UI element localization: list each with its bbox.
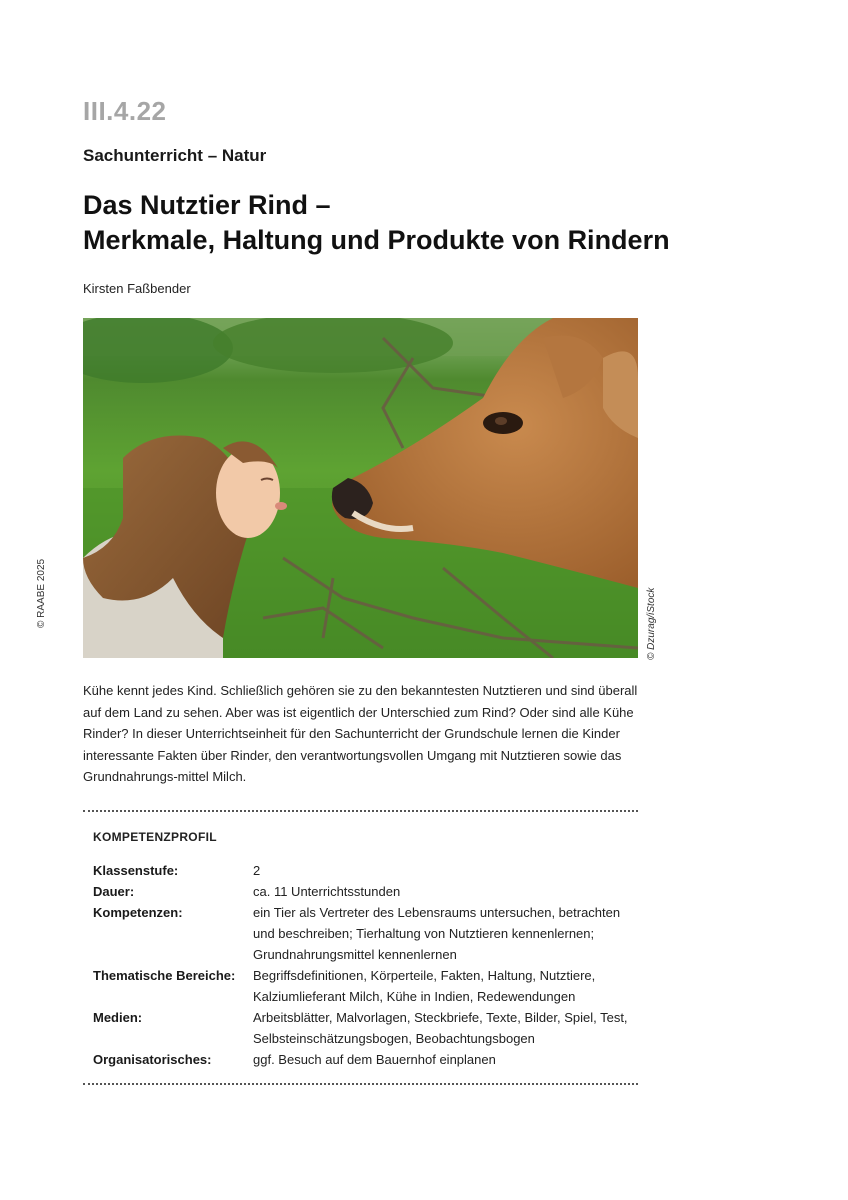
profile-value: ca. 11 Unterrichtsstunden <box>253 884 401 899</box>
profile-row-organisation <box>93 1049 633 1070</box>
cover-photo <box>83 318 638 658</box>
profile-label: Klassenstufe: <box>93 863 179 878</box>
intro-paragraph: Kühe kennt jedes Kind. Schließlich gehören sie zu den bekanntesten Nutztieren und sind überall auf dem Land zu sehen. Aber was ist eigentlich der Unterschied zum Rind? Oder sind alle Kühe Rinder? In dieser Unterrichtseinheit für den Sachunterricht der Grundschule lernen die Kinder interessante Fakten über Rinder, den verantwortungsvollen Umgang mit Nutztieren sowie das Grundnahrungs-mittel Milch. <box>83 683 638 784</box>
divider-bottom <box>83 1083 638 1085</box>
profile-row-media <box>93 1007 633 1049</box>
profile-value: ggf. Besuch auf dem Bauernhof einplanen <box>253 1052 496 1067</box>
divider-top <box>83 810 638 812</box>
subject-line: Sachunterricht – Natur <box>83 146 267 165</box>
photo-credit: © Dzurag/iStock <box>646 587 657 660</box>
profile-label: Dauer: <box>93 884 135 899</box>
profile-value: Arbeitsblätter, Malvorlagen, Steckbriefe, Texte, Bilder, Spiel, Test, Selbsteinschätzungsbogen, Beobachtungsbogen <box>253 1010 628 1046</box>
profile-row-duration <box>93 881 633 902</box>
profile-label: Thematische Bereiche: <box>93 968 236 983</box>
competence-profile <box>93 860 633 1070</box>
profile-label: Organisatorisches: <box>93 1052 212 1067</box>
page-title <box>83 188 670 258</box>
girl-and-cow-illustration <box>83 318 638 658</box>
profile-row-grade <box>93 860 633 881</box>
copyright-note: © RAABE 2025 <box>36 558 47 628</box>
title-line-1: Das Nutztier Rind – <box>83 190 331 220</box>
profile-value: Begriffsdefinitionen, Körperteile, Fakten, Haltung, Nutztiere, Kalziumlieferant Milch, Kühe in Indien, Redewendungen <box>253 968 596 1004</box>
author-name: Kirsten Faßbender <box>83 281 191 296</box>
profile-value: 2 <box>253 863 261 878</box>
title-line-2: Merkmale, Haltung und Produkte von Rindern <box>83 225 670 255</box>
profile-label: Medien: <box>93 1010 143 1025</box>
profile-row-topics <box>93 965 633 1007</box>
profile-value: ein Tier als Vertreter des Lebensraums untersuchen, betrachten und beschreiben; Tierhaltung von Nutztieren kennenlernen; Grundnahrungsmittel kennenlernen <box>253 905 621 962</box>
profile-row-competences <box>93 902 633 965</box>
document-code: III.4.22 <box>83 96 167 126</box>
profile-label: Kompetenzen: <box>93 905 183 920</box>
profile-heading: KOMPETENZPROFIL <box>93 830 217 844</box>
